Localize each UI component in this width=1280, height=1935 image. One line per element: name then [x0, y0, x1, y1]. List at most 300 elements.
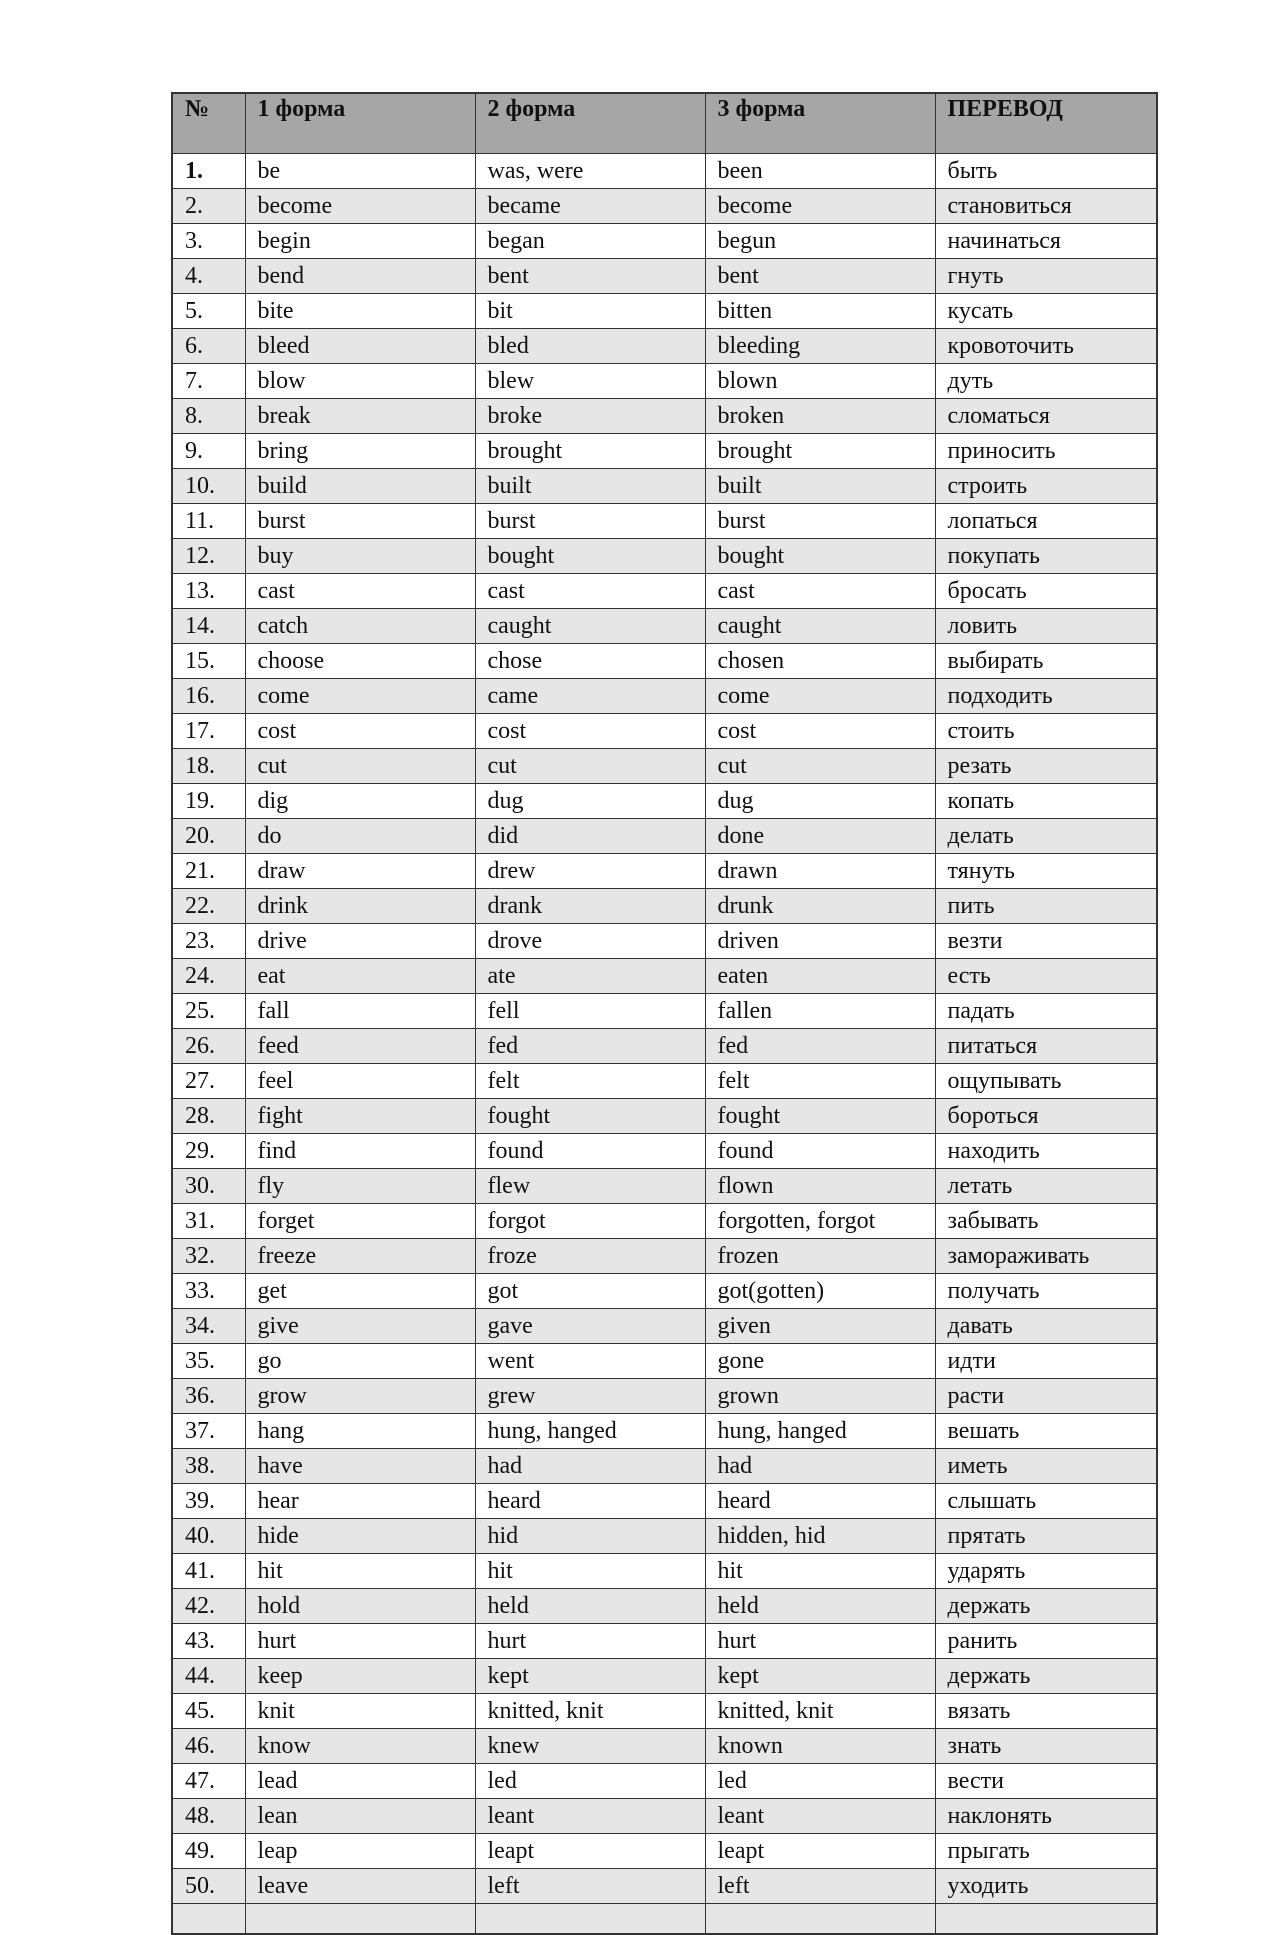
cell-form3: bought	[705, 538, 935, 573]
cell-form2: found	[475, 1133, 705, 1168]
table-row	[172, 1483, 1157, 1518]
cell-form3: grown	[705, 1378, 935, 1413]
cell-form2: knitted, knit	[475, 1693, 705, 1728]
table-row	[172, 1238, 1157, 1273]
cell-form2: hit	[475, 1553, 705, 1588]
cell-form3: knitted, knit	[705, 1693, 935, 1728]
cell-form1: burst	[245, 503, 475, 538]
cell-number: 15.	[172, 643, 245, 678]
cell-translation: выбирать	[935, 643, 1157, 678]
table-row	[172, 503, 1157, 538]
cell-form2: froze	[475, 1238, 705, 1273]
cell-number: 29.	[172, 1133, 245, 1168]
cell-form1: become	[245, 188, 475, 223]
cell-form3: forgotten, forgot	[705, 1203, 935, 1238]
cell-number: 17.	[172, 713, 245, 748]
cell-translation: подходить	[935, 678, 1157, 713]
cell-form3: known	[705, 1728, 935, 1763]
cell-form1: fly	[245, 1168, 475, 1203]
cell-form2: bought	[475, 538, 705, 573]
table-body	[172, 153, 1157, 1934]
cell-form2: bit	[475, 293, 705, 328]
table-row	[172, 1623, 1157, 1658]
table-row	[172, 643, 1157, 678]
table-row	[172, 993, 1157, 1028]
cell-translation: лопаться	[935, 503, 1157, 538]
cell-form3: bitten	[705, 293, 935, 328]
cell-number: 50.	[172, 1868, 245, 1903]
cell-form1: give	[245, 1308, 475, 1343]
cell-translation: кровоточить	[935, 328, 1157, 363]
cell-number: 47.	[172, 1763, 245, 1798]
cell-translation: гнуть	[935, 258, 1157, 293]
table-row	[172, 1518, 1157, 1553]
cell-form1: get	[245, 1273, 475, 1308]
cell-form3: hung, hanged	[705, 1413, 935, 1448]
cell-form1: choose	[245, 643, 475, 678]
cell-translation: дуть	[935, 363, 1157, 398]
cell-form1: bend	[245, 258, 475, 293]
cell-number	[172, 1903, 245, 1934]
table-row	[172, 853, 1157, 888]
cell-form3: cost	[705, 713, 935, 748]
cell-form1: draw	[245, 853, 475, 888]
cell-form2: broke	[475, 398, 705, 433]
cell-form3: cast	[705, 573, 935, 608]
cell-form1: bite	[245, 293, 475, 328]
cell-form2: forgot	[475, 1203, 705, 1238]
cell-form2: knew	[475, 1728, 705, 1763]
cell-form1: cost	[245, 713, 475, 748]
cell-number: 32.	[172, 1238, 245, 1273]
cell-form3: become	[705, 188, 935, 223]
table-row	[172, 1203, 1157, 1238]
cell-translation: расти	[935, 1378, 1157, 1413]
cell-form2: chose	[475, 643, 705, 678]
header-form3: 3 форма	[705, 93, 935, 153]
cell-form2: hung, hanged	[475, 1413, 705, 1448]
cell-form1: know	[245, 1728, 475, 1763]
cell-number: 16.	[172, 678, 245, 713]
cell-form2: gave	[475, 1308, 705, 1343]
cell-form1: lead	[245, 1763, 475, 1798]
table-row	[172, 1588, 1157, 1623]
table-row	[172, 293, 1157, 328]
cell-form3: brought	[705, 433, 935, 468]
cell-form3: broken	[705, 398, 935, 433]
table-row	[172, 363, 1157, 398]
table-row	[172, 1343, 1157, 1378]
cell-form2: flew	[475, 1168, 705, 1203]
cell-form2: hurt	[475, 1623, 705, 1658]
cell-form2: burst	[475, 503, 705, 538]
table-row	[172, 783, 1157, 818]
table-row	[172, 468, 1157, 503]
cell-form2: grew	[475, 1378, 705, 1413]
cell-number: 13.	[172, 573, 245, 608]
cell-form1: find	[245, 1133, 475, 1168]
cell-form2: fought	[475, 1098, 705, 1133]
cell-form2: fell	[475, 993, 705, 1028]
cell-translation: строить	[935, 468, 1157, 503]
cell-form3: gone	[705, 1343, 935, 1378]
cell-form3: come	[705, 678, 935, 713]
cell-form1: bring	[245, 433, 475, 468]
cell-form1: do	[245, 818, 475, 853]
cell-number: 24.	[172, 958, 245, 993]
cell-form2: ate	[475, 958, 705, 993]
cell-number: 26.	[172, 1028, 245, 1063]
cell-translation: есть	[935, 958, 1157, 993]
cell-form2: blew	[475, 363, 705, 398]
cell-translation: пить	[935, 888, 1157, 923]
header-form1: 1 форма	[245, 93, 475, 153]
cell-number: 44.	[172, 1658, 245, 1693]
cell-number: 11.	[172, 503, 245, 538]
cell-form1: forget	[245, 1203, 475, 1238]
cell-number: 28.	[172, 1098, 245, 1133]
table-row	[172, 1903, 1157, 1934]
header-translation: ПЕРЕВОД	[935, 93, 1157, 153]
table-row	[172, 1798, 1157, 1833]
cell-form3: driven	[705, 923, 935, 958]
irregular-verbs-table	[171, 92, 1158, 1935]
table-row	[172, 573, 1157, 608]
cell-number: 48.	[172, 1798, 245, 1833]
cell-translation	[935, 1903, 1157, 1934]
cell-number: 35.	[172, 1343, 245, 1378]
cell-translation: стоить	[935, 713, 1157, 748]
cell-number: 46.	[172, 1728, 245, 1763]
cell-form2: drove	[475, 923, 705, 958]
cell-form2: bent	[475, 258, 705, 293]
cell-translation: получать	[935, 1273, 1157, 1308]
cell-form3: left	[705, 1868, 935, 1903]
cell-form1: feed	[245, 1028, 475, 1063]
cell-form2: left	[475, 1868, 705, 1903]
table-row	[172, 713, 1157, 748]
cell-number: 9.	[172, 433, 245, 468]
header-form2: 2 форма	[475, 93, 705, 153]
table-row	[172, 1028, 1157, 1063]
cell-form1: lean	[245, 1798, 475, 1833]
cell-form3: eaten	[705, 958, 935, 993]
cell-form2: held	[475, 1588, 705, 1623]
table-row	[172, 398, 1157, 433]
cell-translation: везти	[935, 923, 1157, 958]
cell-form3: built	[705, 468, 935, 503]
cell-form2: brought	[475, 433, 705, 468]
table-row	[172, 678, 1157, 713]
cell-number: 31.	[172, 1203, 245, 1238]
cell-number: 23.	[172, 923, 245, 958]
cell-form1: begin	[245, 223, 475, 258]
cell-form2: drank	[475, 888, 705, 923]
table-row	[172, 1868, 1157, 1903]
cell-form1: hold	[245, 1588, 475, 1623]
cell-form3: had	[705, 1448, 935, 1483]
table-row	[172, 1658, 1157, 1693]
table-row	[172, 1273, 1157, 1308]
cell-form3: fallen	[705, 993, 935, 1028]
cell-form3: bent	[705, 258, 935, 293]
cell-form2: began	[475, 223, 705, 258]
cell-form2: leant	[475, 1798, 705, 1833]
cell-number: 30.	[172, 1168, 245, 1203]
cell-translation: бросать	[935, 573, 1157, 608]
cell-form3: kept	[705, 1658, 935, 1693]
table-row	[172, 153, 1157, 188]
cell-form3: drawn	[705, 853, 935, 888]
table-row	[172, 748, 1157, 783]
cell-form2: built	[475, 468, 705, 503]
cell-form2: cut	[475, 748, 705, 783]
cell-form2: felt	[475, 1063, 705, 1098]
table-row	[172, 608, 1157, 643]
cell-form3: blown	[705, 363, 935, 398]
cell-translation: ловить	[935, 608, 1157, 643]
cell-number: 14.	[172, 608, 245, 643]
cell-number: 49.	[172, 1833, 245, 1868]
cell-form1: freeze	[245, 1238, 475, 1273]
table-row	[172, 1448, 1157, 1483]
table-row	[172, 818, 1157, 853]
cell-form3: begun	[705, 223, 935, 258]
cell-number: 25.	[172, 993, 245, 1028]
table-row	[172, 223, 1157, 258]
cell-form2: had	[475, 1448, 705, 1483]
table-row	[172, 888, 1157, 923]
cell-translation: копать	[935, 783, 1157, 818]
cell-form1: have	[245, 1448, 475, 1483]
table-row	[172, 1553, 1157, 1588]
cell-form1: dig	[245, 783, 475, 818]
table-row	[172, 1308, 1157, 1343]
cell-form2: heard	[475, 1483, 705, 1518]
cell-form1: come	[245, 678, 475, 713]
cell-form3: burst	[705, 503, 935, 538]
cell-number: 21.	[172, 853, 245, 888]
cell-form2: became	[475, 188, 705, 223]
cell-form1: hear	[245, 1483, 475, 1518]
cell-translation: иметь	[935, 1448, 1157, 1483]
cell-form3: been	[705, 153, 935, 188]
cell-number: 19.	[172, 783, 245, 818]
cell-form2: went	[475, 1343, 705, 1378]
cell-number: 42.	[172, 1588, 245, 1623]
table-row	[172, 1378, 1157, 1413]
cell-number: 38.	[172, 1448, 245, 1483]
cell-number: 40.	[172, 1518, 245, 1553]
cell-translation: держать	[935, 1588, 1157, 1623]
cell-form2: got	[475, 1273, 705, 1308]
cell-translation: ударять	[935, 1553, 1157, 1588]
cell-form1: feel	[245, 1063, 475, 1098]
cell-form1: knit	[245, 1693, 475, 1728]
cell-form1	[245, 1903, 475, 1934]
cell-translation: бороться	[935, 1098, 1157, 1133]
table-row	[172, 1763, 1157, 1798]
cell-form1: blow	[245, 363, 475, 398]
table-row	[172, 1728, 1157, 1763]
cell-form3: hidden, hid	[705, 1518, 935, 1553]
cell-number: 43.	[172, 1623, 245, 1658]
cell-form3: fought	[705, 1098, 935, 1133]
cell-translation: уходить	[935, 1868, 1157, 1903]
cell-number: 1.	[172, 153, 245, 188]
cell-form3: led	[705, 1763, 935, 1798]
cell-form2: drew	[475, 853, 705, 888]
cell-number: 5.	[172, 293, 245, 328]
cell-form1: leap	[245, 1833, 475, 1868]
cell-form3	[705, 1903, 935, 1934]
cell-form3: caught	[705, 608, 935, 643]
cell-form2: caught	[475, 608, 705, 643]
cell-form3: chosen	[705, 643, 935, 678]
cell-form1: hurt	[245, 1623, 475, 1658]
cell-translation: покупать	[935, 538, 1157, 573]
cell-number: 34.	[172, 1308, 245, 1343]
cell-number: 39.	[172, 1483, 245, 1518]
cell-form3: heard	[705, 1483, 935, 1518]
cell-translation: прятать	[935, 1518, 1157, 1553]
cell-translation: приносить	[935, 433, 1157, 468]
cell-form2: did	[475, 818, 705, 853]
cell-translation: питаться	[935, 1028, 1157, 1063]
table-row	[172, 923, 1157, 958]
cell-translation: падать	[935, 993, 1157, 1028]
header-number: №	[172, 93, 245, 153]
cell-number: 8.	[172, 398, 245, 433]
cell-form2: cost	[475, 713, 705, 748]
table-row	[172, 1098, 1157, 1133]
table-row	[172, 433, 1157, 468]
header-row	[172, 93, 1157, 153]
cell-translation: становиться	[935, 188, 1157, 223]
cell-form2: dug	[475, 783, 705, 818]
table-header	[172, 93, 1157, 153]
cell-form2: cast	[475, 573, 705, 608]
cell-form1: cast	[245, 573, 475, 608]
cell-form3: leapt	[705, 1833, 935, 1868]
table-row	[172, 1063, 1157, 1098]
cell-form3: fed	[705, 1028, 935, 1063]
cell-number: 22.	[172, 888, 245, 923]
cell-form1: keep	[245, 1658, 475, 1693]
cell-translation: вести	[935, 1763, 1157, 1798]
cell-form2: kept	[475, 1658, 705, 1693]
cell-translation: слышать	[935, 1483, 1157, 1518]
cell-number: 6.	[172, 328, 245, 363]
cell-form2: was, were	[475, 153, 705, 188]
cell-form1: go	[245, 1343, 475, 1378]
table-row	[172, 328, 1157, 363]
cell-translation: наклонять	[935, 1798, 1157, 1833]
cell-number: 4.	[172, 258, 245, 293]
cell-form3: flown	[705, 1168, 935, 1203]
cell-translation: давать	[935, 1308, 1157, 1343]
table-row	[172, 1413, 1157, 1448]
cell-form2: bled	[475, 328, 705, 363]
cell-form1: be	[245, 153, 475, 188]
cell-translation: замораживать	[935, 1238, 1157, 1273]
cell-form3: cut	[705, 748, 935, 783]
cell-translation: знать	[935, 1728, 1157, 1763]
cell-number: 45.	[172, 1693, 245, 1728]
cell-number: 41.	[172, 1553, 245, 1588]
cell-form3: leant	[705, 1798, 935, 1833]
cell-translation: кусать	[935, 293, 1157, 328]
cell-translation: прыгать	[935, 1833, 1157, 1868]
cell-form1: leave	[245, 1868, 475, 1903]
table-row	[172, 538, 1157, 573]
cell-translation: быть	[935, 153, 1157, 188]
cell-number: 3.	[172, 223, 245, 258]
cell-translation: сломаться	[935, 398, 1157, 433]
cell-form3: frozen	[705, 1238, 935, 1273]
cell-form3: hurt	[705, 1623, 935, 1658]
table-row	[172, 1168, 1157, 1203]
cell-form3: held	[705, 1588, 935, 1623]
cell-translation: идти	[935, 1343, 1157, 1378]
cell-form1: catch	[245, 608, 475, 643]
cell-number: 12.	[172, 538, 245, 573]
cell-form3: dug	[705, 783, 935, 818]
cell-form1: drive	[245, 923, 475, 958]
cell-translation: вязать	[935, 1693, 1157, 1728]
cell-number: 36.	[172, 1378, 245, 1413]
cell-form2	[475, 1903, 705, 1934]
cell-translation: находить	[935, 1133, 1157, 1168]
cell-translation: летать	[935, 1168, 1157, 1203]
cell-form1: hit	[245, 1553, 475, 1588]
table-row	[172, 1693, 1157, 1728]
cell-number: 37.	[172, 1413, 245, 1448]
cell-form3: given	[705, 1308, 935, 1343]
cell-form1: build	[245, 468, 475, 503]
cell-form1: grow	[245, 1378, 475, 1413]
cell-form1: hide	[245, 1518, 475, 1553]
cell-number: 33.	[172, 1273, 245, 1308]
cell-form1: drink	[245, 888, 475, 923]
table-row	[172, 958, 1157, 993]
cell-form3: bleeding	[705, 328, 935, 363]
cell-form3: got(gotten)	[705, 1273, 935, 1308]
cell-form2: fed	[475, 1028, 705, 1063]
cell-translation: ранить	[935, 1623, 1157, 1658]
cell-form1: fall	[245, 993, 475, 1028]
cell-form1: bleed	[245, 328, 475, 363]
cell-form1: buy	[245, 538, 475, 573]
cell-translation: делать	[935, 818, 1157, 853]
cell-form1: cut	[245, 748, 475, 783]
cell-form2: hid	[475, 1518, 705, 1553]
cell-translation: забывать	[935, 1203, 1157, 1238]
cell-translation: вешать	[935, 1413, 1157, 1448]
table-row	[172, 1833, 1157, 1868]
cell-form3: drunk	[705, 888, 935, 923]
cell-form2: leapt	[475, 1833, 705, 1868]
cell-translation: ощупывать	[935, 1063, 1157, 1098]
cell-form1: eat	[245, 958, 475, 993]
cell-form2: came	[475, 678, 705, 713]
cell-number: 18.	[172, 748, 245, 783]
cell-translation: тянуть	[935, 853, 1157, 888]
table-row	[172, 188, 1157, 223]
cell-form1: break	[245, 398, 475, 433]
cell-number: 10.	[172, 468, 245, 503]
cell-form1: hang	[245, 1413, 475, 1448]
